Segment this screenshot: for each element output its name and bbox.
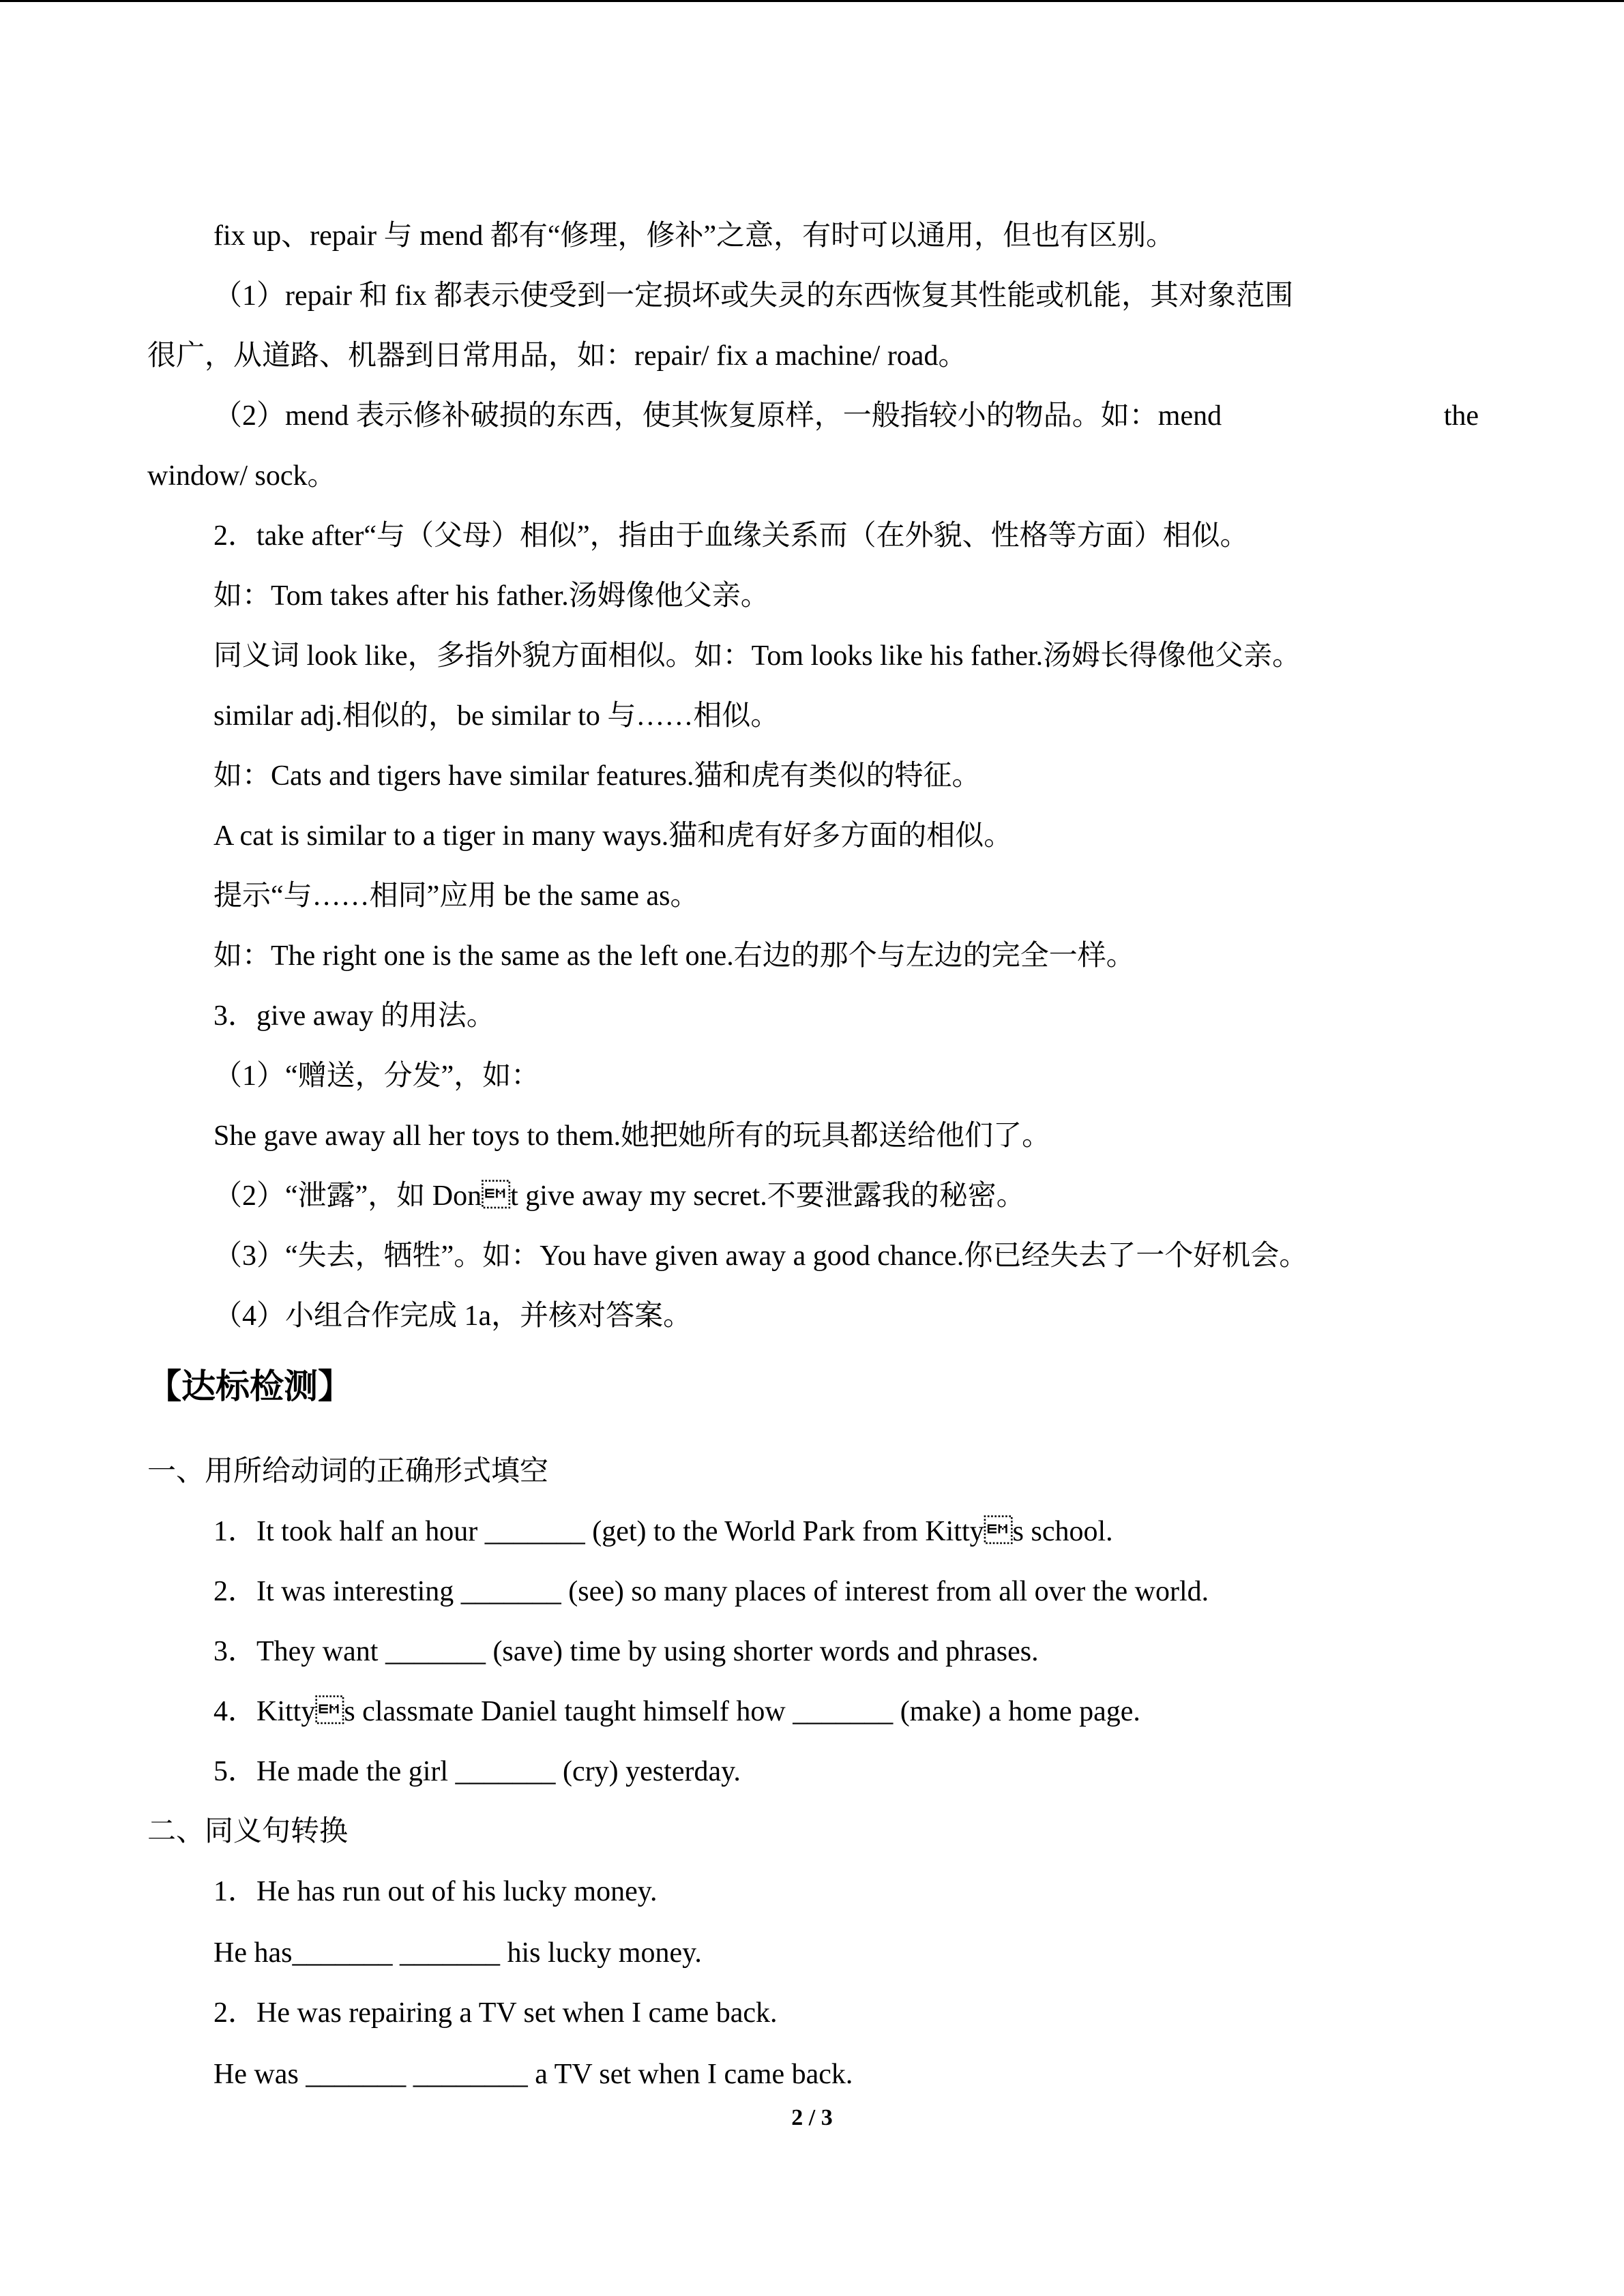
paragraph-line: （1）“赠送，分发”，如： (213, 1060, 540, 1092)
exercise-item: 1．It took half an hour _______ (get) to the World Park from Kittys school. (213, 1516, 1113, 1547)
paragraph-line: fix up、repair 与 mend 都有“修理，修补”之意，有时可以通用，但也有区别。 (213, 220, 1175, 252)
paragraph-line: 3．give away 的用法。 (213, 1000, 495, 1032)
page-number: 2 / 3 (791, 2105, 833, 2130)
section-title: 【达标检测】 (147, 1367, 352, 1406)
paragraph-line: （4）小组合作完成 1a，并核对答案。 (213, 1300, 692, 1332)
paragraph-line: （3）“失去，牺牲”。如：You have given away a good chance.你已经失去了一个好机会。 (213, 1240, 1308, 1272)
exercise-item: 3．They want _______ (save) time by using shorter words and phrases. (213, 1636, 1039, 1667)
paragraph-line: 如：Tom takes after his father.汤姆像他父亲。 (213, 580, 769, 612)
paragraph-line: 如：The right one is the same as the left one.右边的那个与左边的完全一样。 (213, 940, 1135, 972)
paragraph-line: （1）repair 和 fix 都表示使受到一定损坏或失灵的东西恢复其性能或机能，其对象范围 (213, 280, 1294, 312)
exercise-heading: 二、同义句转换 (147, 1816, 349, 1847)
page-top-border (0, 0, 1624, 2)
paragraph-line: She gave away all her toys to them.她把她所有的玩具都送给他们了。 (213, 1120, 1051, 1152)
paragraph-line: 2．take after“与（父母）相似”，指由于血缘关系而（在外貌、性格等方面）相似。 (213, 520, 1249, 552)
exercise-item: 2．It was interesting _______ (see) so many places of interest from all over the world. (213, 1576, 1209, 1607)
paragraph-line: 如：Cats and tigers have similar features.猫和虎有类似的特征。 (213, 760, 981, 792)
paragraph-line: window/ sock。 (147, 460, 336, 492)
paragraph-segment: the (1443, 400, 1479, 432)
exercise-item: 1．He has run out of his lucky money. (213, 1876, 658, 1907)
paragraph-line: （2）“泄露”，如 Dont give away my secret.不要泄露我的秘密。 (213, 1180, 1025, 1212)
exercise-item: 5．He made the girl _______ (cry) yesterday. (213, 1756, 741, 1787)
exercise-item: 2．He was repairing a TV set when I came back. (213, 1997, 778, 2029)
exercise-item: 4．Kittys classmate Daniel taught himself how _______ (make) a home page. (213, 1696, 1140, 1727)
paragraph-line: 很广，从道路、机器到日常用品，如：repair/ fix a machine/ road。 (147, 340, 967, 372)
paragraph-line: similar adj.相似的，be similar to 与……相似。 (213, 700, 780, 732)
exercise-item: He was _______ ________ a TV set when I came back. (213, 2059, 853, 2090)
exercise-heading: 一、用所给动词的正确形式填空 (147, 1456, 549, 1487)
paragraph-line: A cat is similar to a tiger in many ways.猫和虎有好多方面的相似。 (213, 820, 1013, 852)
exercise-item: He has_______ _______ his lucky money. (213, 1937, 702, 1969)
paragraph-line-justified (213, 396, 1479, 436)
paragraph-line: 提示“与……相同”应用 be the same as。 (213, 880, 699, 912)
paragraph-segment: （2）mend 表示修补破损的东西，使其恢复原样，一般指较小的物品。如：mend (213, 400, 1222, 432)
paragraph-line: 同义词 look like，多指外貌方面相似。如：Tom looks like his father.汤姆长得像他父亲。 (213, 640, 1301, 672)
